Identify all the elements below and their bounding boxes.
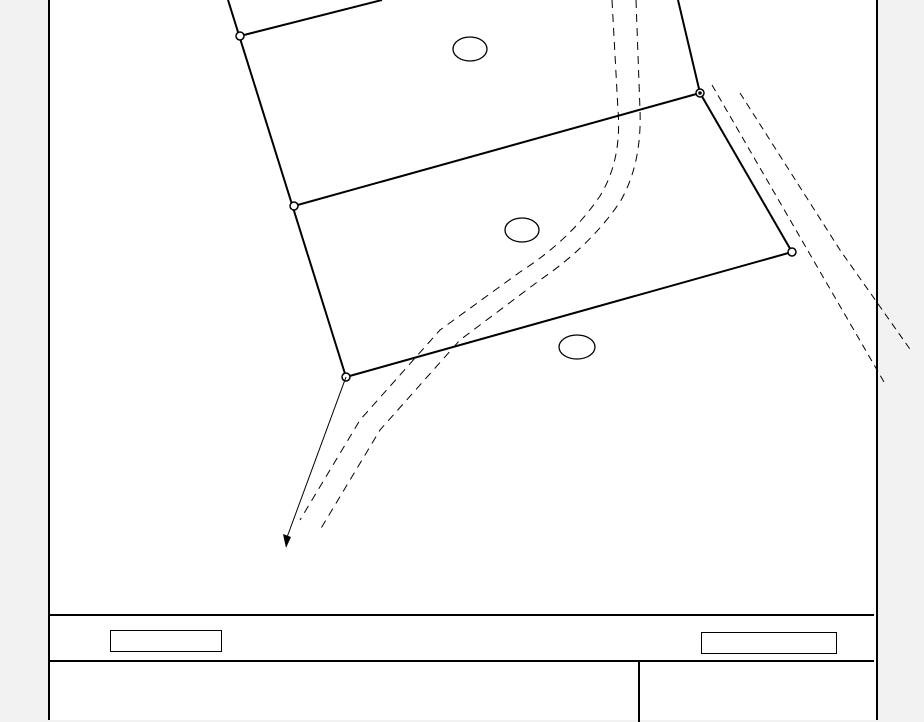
notes-section (400, 394, 800, 396)
lot-line-45-44 (294, 93, 700, 206)
lot-45-marker (453, 37, 487, 61)
lot-43-marker (559, 335, 595, 359)
title-block (48, 614, 874, 722)
lot-line-east-upper (678, 0, 700, 93)
title-bar (48, 616, 874, 662)
scale-value-box (110, 630, 222, 652)
iron-pin-found-marker (290, 202, 298, 210)
non-monumented-point-dot (698, 91, 702, 95)
iron-pin-found-marker (788, 248, 796, 256)
lake-edge-2 (740, 93, 912, 352)
lot-line-west (228, 0, 346, 377)
iron-pin-found-marker (236, 32, 244, 40)
lot-44-marker (505, 218, 539, 242)
date-value-box (701, 632, 837, 654)
certification-text (638, 662, 874, 722)
bearing-arrowhead (283, 534, 291, 548)
road-edge-east (320, 0, 640, 530)
lot-line-east-lower (700, 93, 792, 252)
symbol-legend (76, 296, 276, 302)
lot-line-45-north (240, 0, 382, 36)
lake-edge (712, 85, 884, 382)
road-edge-west (300, 0, 619, 520)
